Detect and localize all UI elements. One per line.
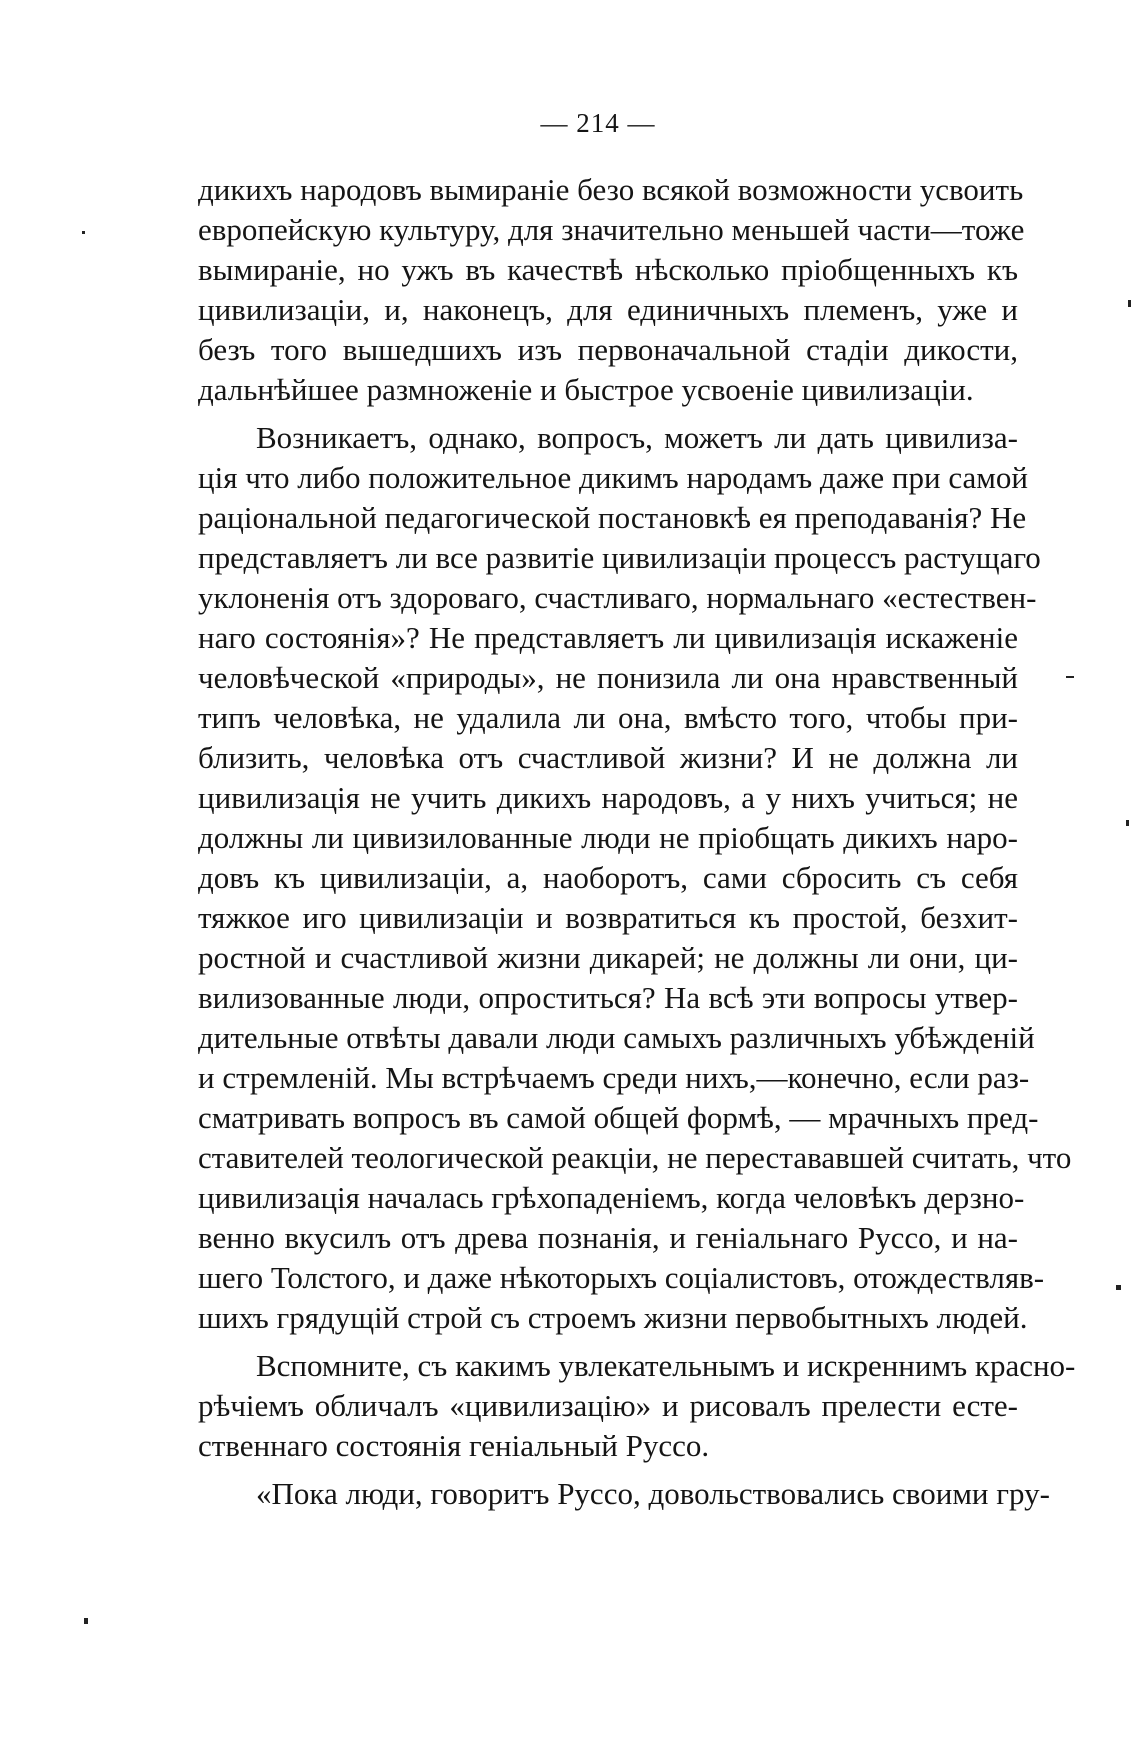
paragraph-gap — [198, 1466, 1018, 1474]
page-body-text — [198, 170, 1076, 1514]
scan-speck — [1066, 676, 1074, 678]
text-line: цивилизація не учить дикихъ народовъ, а у нихъ учиться; не — [198, 780, 1018, 815]
text-line: типъ человѣка, не удалила ли она, вмѣсто того, чтобы при- — [198, 700, 1018, 735]
text-line: европейскую культуру, для значительно меньшей части—тоже — [198, 212, 1025, 247]
text-line: наго состоянія»? Не представляетъ ли цивилизація искаженіе — [198, 620, 1018, 655]
text-line: Вспомните, съ какимъ увлекательнымъ и искреннимъ красно- — [256, 1348, 1076, 1383]
paragraph-gap — [198, 410, 1018, 418]
text-line: сматривать вопросъ въ самой общей формѣ, — мрачныхъ пред- — [198, 1100, 1039, 1135]
text-line: дикихъ народовъ вымираніе безо всякой возможности усвоить — [198, 172, 1024, 207]
text-line: дительные отвѣты давали люди самыхъ различныхъ убѣжденій — [198, 1020, 1035, 1055]
scan-speck — [1128, 300, 1131, 307]
scan-speck — [1126, 820, 1129, 826]
text-line: довъ къ цивилизаціи, а, наоборотъ, сами сбросить съ себя — [198, 860, 1018, 895]
text-line: цивилизація началась грѣхопаденіемъ, когда человѣкъ дерзно- — [198, 1180, 1025, 1215]
paragraph — [198, 1474, 1050, 1514]
paragraph — [198, 170, 1025, 410]
text-line: тяжкое иго цивилизаціи и возвратиться къ простой, безхит- — [198, 900, 1018, 935]
text-line: вымираніе, но ужъ въ качествѣ нѣсколько пріобщенныхъ къ — [198, 252, 1018, 287]
text-line: ція что либо положительное дикимъ народамъ даже при самой — [198, 460, 1028, 495]
text-line: шихъ грядущій строй съ строемъ жизни первобытныхъ людей. — [198, 1300, 1028, 1335]
text-line: должны ли цивизилованные люди не пріобщать дикихъ наро- — [198, 820, 1018, 855]
page-number: — 214 — — [540, 108, 656, 138]
text-line: «Пока люди, говоритъ Руссо, довольствовались своими гру- — [256, 1476, 1050, 1511]
text-line: человѣческой «природы», не понизила ли она нравственный — [198, 660, 1018, 695]
text-line: ственнаго состоянія геніальный Руссо. — [198, 1428, 710, 1463]
text-line: дальнѣйшее размноженіе и быстрое усвоеніе цивилизаціи. — [198, 372, 974, 407]
text-line: близить, человѣка отъ счастливой жизни? И не должна ли — [198, 740, 1018, 775]
scan-speck — [84, 1618, 88, 1624]
scan-speck — [82, 231, 85, 234]
text-line: и стремленій. Мы встрѣчаемъ среди нихъ,—конечно, если раз- — [198, 1060, 1030, 1095]
text-line: венно вкусилъ отъ древа познанія, и геніальнаго Руссо, и на- — [198, 1220, 1018, 1255]
text-line: уклоненія отъ здороваго, счастливаго, нормальнаго «естествен- — [198, 580, 1037, 615]
text-line: рѣчіемъ обличалъ «цивилизацію» и рисовалъ прелести есте- — [198, 1388, 1018, 1423]
text-line: цивилизаціи, и, наконецъ, для единичныхъ племенъ, уже и — [198, 292, 1018, 327]
paragraph-gap — [198, 1338, 1018, 1346]
text-line: безъ того вышедшихъ изъ первоначальной стадіи дикости, — [198, 332, 1018, 367]
paragraph — [198, 418, 1072, 1338]
text-line: ростной и счастливой жизни дикарей; не должны ли они, ци- — [198, 940, 1018, 975]
text-line: ставителей теологической реакціи, не перестававшей считать, что — [198, 1140, 1072, 1175]
text-line: Возникаетъ, однако, вопросъ, можетъ ли дать цивилиза- — [256, 420, 1018, 455]
text-line: вилизованные люди, опроститься? На всѣ эти вопросы утвер- — [198, 980, 1018, 1015]
text-line: представляетъ ли все развитіе цивилизаціи процессъ растущаго — [198, 540, 1041, 575]
paragraph — [198, 1346, 1076, 1466]
text-line: шего Толстого, и даже нѣкоторыхъ соціалистовъ, отождествляв- — [198, 1260, 1045, 1295]
text-line: раціональной педагогической постановкѣ ея преподаванія? Не — [198, 500, 1027, 535]
scan-speck — [1116, 1285, 1121, 1290]
